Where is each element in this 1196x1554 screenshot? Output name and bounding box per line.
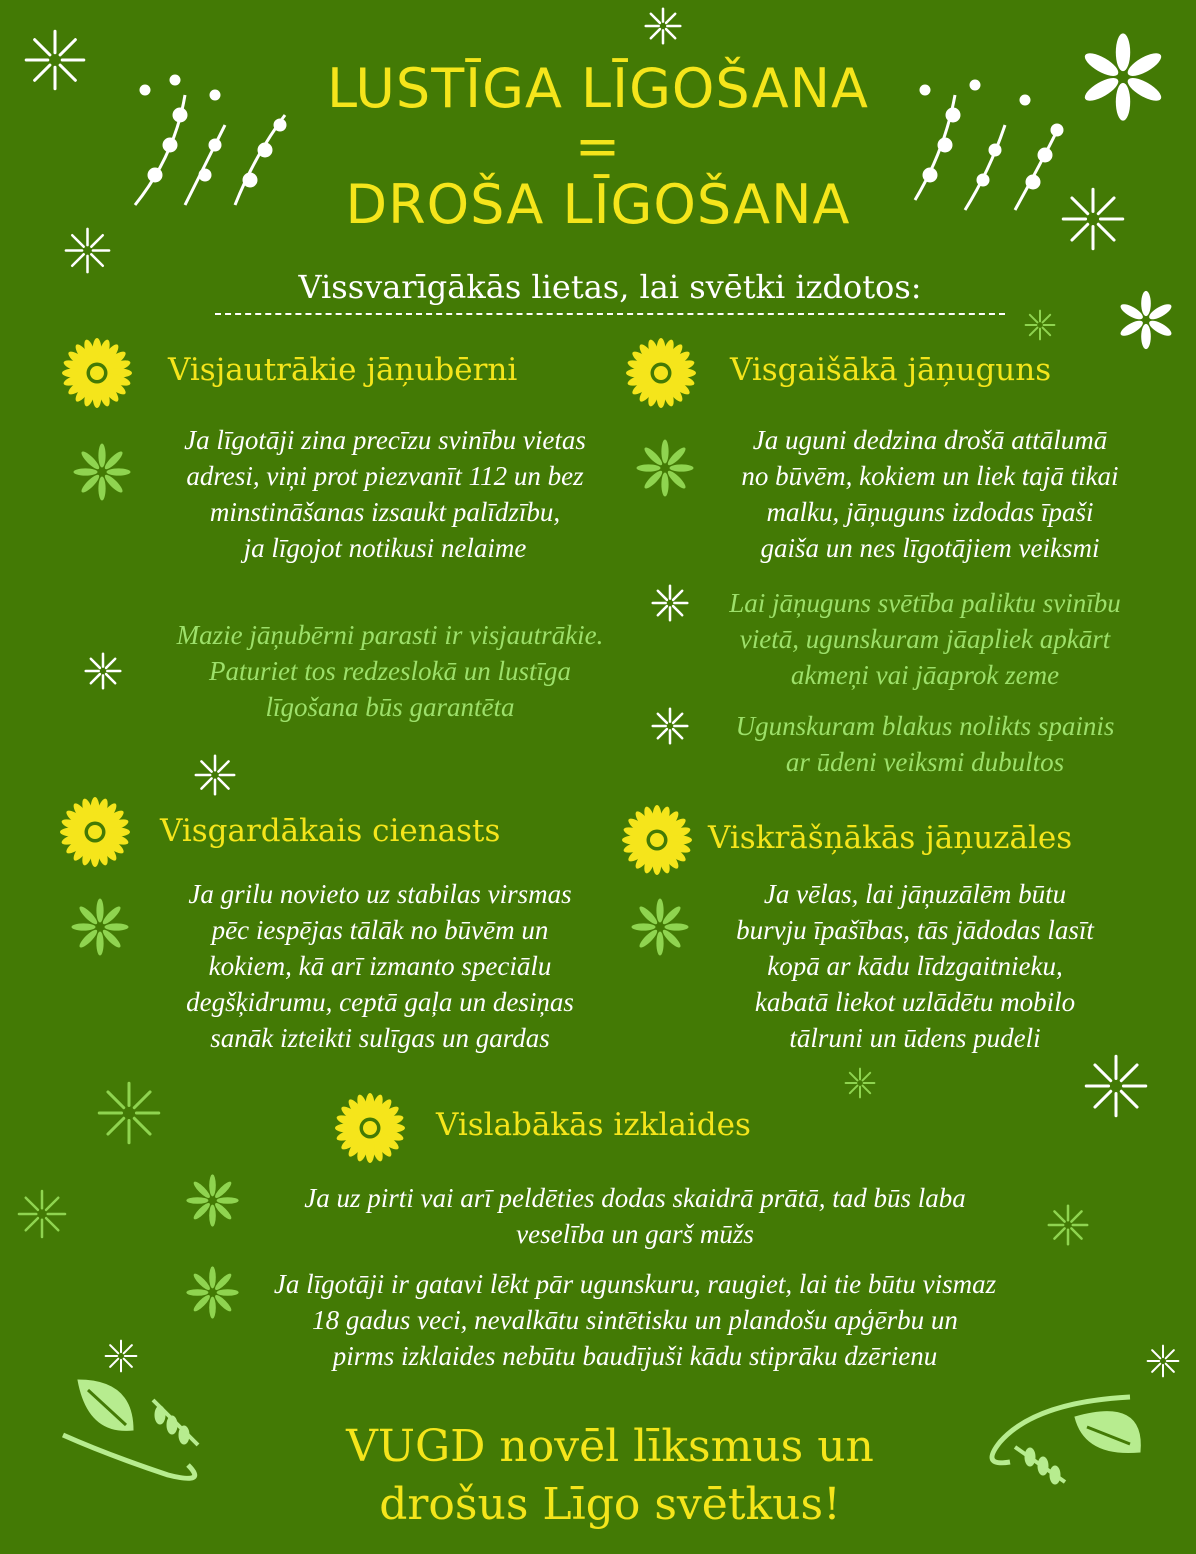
text-cienasts: Ja grilu novieto uz stabilas virsmas pēc iespējas tālāk no būvēm un kokiem, kā arī izmanto speciālu degšķidrumu, ceptā gaļa un desiņas sanāk izteikti sulīgas un gardas bbox=[186, 879, 574, 1053]
star-flower-icon bbox=[630, 897, 690, 957]
snowflake-icon bbox=[105, 1340, 137, 1372]
leaf-ornament-icon bbox=[48, 1375, 208, 1490]
snowflake-icon bbox=[645, 8, 681, 44]
snowflake-icon bbox=[1025, 310, 1055, 340]
sunflower-icon bbox=[626, 338, 696, 408]
heading-januguns: Visgaišākā jāņuguns bbox=[730, 352, 1052, 388]
star-flower-icon bbox=[635, 438, 695, 498]
star-flower-icon bbox=[70, 897, 130, 957]
snowflake-icon bbox=[65, 228, 110, 273]
text-izklaides-2: Ja līgotāji ir gatavi lēkt pār ugunskuru, raugiet, lai tie būtu vismaz 18 gadus veci, nevalkātu sintētisku un plandošu apģērbu un pirms izklaides nebūtu baudījuši kādu stiprāku dzērienu bbox=[273, 1269, 997, 1371]
fern-ornament-icon bbox=[895, 70, 1075, 220]
subtitle-underline bbox=[215, 313, 1005, 315]
text-januguns-1: Ja uguni dedzina drošā attālumā no būvēm, kokiem un liek tajā tikai malku, jāņuguns izdodas īpaši gaiša un nes līgotājiem veiksmi bbox=[741, 425, 1119, 563]
star-flower-icon bbox=[72, 442, 132, 502]
snowflake-icon bbox=[1062, 188, 1124, 250]
text-januguns-3: Ugunskuram blakus nolikts spainis ar ūdeni veiksmi dubultos bbox=[735, 711, 1115, 777]
sunflower-icon bbox=[622, 805, 692, 875]
sunflower-icon bbox=[62, 338, 132, 408]
sunflower-icon bbox=[60, 797, 130, 867]
text-izklaides-1: Ja uz pirti vai arī peldēties dodas skaidrā prātā, tad būs laba veselība un garš mūžs bbox=[304, 1183, 966, 1249]
title-line-2: DROŠA LĪGOŠANA bbox=[345, 173, 851, 236]
text-januguns-2: Lai jāņuguns svētība paliktu svinību vietā, ugunskuram jāapliek apkārt akmeņi vai jāaprok zeme bbox=[729, 588, 1121, 690]
text-januzales: Ja vēlas, lai jāņuzālēm būtu burvju īpašības, tās jādodas lasīt kopā ar kādu līdzgaitnieku, kabatā liekot uzlādētu mobilo tālruni un ūdens pudeli bbox=[736, 879, 1094, 1053]
snowflake-icon bbox=[1147, 1345, 1179, 1377]
snowflake-icon bbox=[18, 1190, 66, 1238]
star-flower-icon bbox=[185, 1265, 240, 1320]
snowflake-icon bbox=[25, 30, 85, 90]
snowflake-icon bbox=[652, 708, 688, 744]
snowflake-icon bbox=[85, 653, 121, 689]
snowflake-icon bbox=[652, 585, 688, 621]
snowflake-icon bbox=[1048, 1205, 1088, 1245]
snowflake-icon bbox=[845, 1068, 875, 1098]
subtitle: Vissvarīgākās lietas, lai svētki izdotos: bbox=[298, 268, 922, 306]
sunflower-icon bbox=[335, 1093, 405, 1163]
snowflake-icon bbox=[195, 755, 235, 795]
star-flower-icon bbox=[185, 1173, 240, 1228]
footer-greeting: VUGD novēl līksmus un drošus Līgo svētkus! bbox=[346, 1421, 874, 1530]
snowflake-icon bbox=[1085, 1055, 1147, 1117]
star-flower-icon bbox=[1110, 290, 1182, 350]
text-januberni-2: Mazie jāņubērni parasti ir visjautrākie. Paturiet tos redzeslokā un lustīga līgošana būs garantēta bbox=[176, 620, 604, 722]
heading-januberni: Visjautrākie jāņubērni bbox=[168, 352, 518, 388]
star-flower-icon bbox=[1078, 32, 1168, 122]
heading-izklaides: Vislabākās izklaides bbox=[436, 1107, 751, 1143]
heading-januzales: Viskrāšņākās jāņuzāles bbox=[708, 820, 1073, 856]
text-januberni-1: Ja līgotāji zina precīzu svinību vietas adresi, viņi prot piezvanīt 112 un bez minstināšanas izsaukt palīdzību, ja līgojot notikusi nelaime bbox=[184, 425, 586, 563]
title-line-1: LUSTĪGA LĪGOŠANA bbox=[327, 57, 869, 120]
fern-ornament-icon bbox=[115, 65, 295, 220]
snowflake-icon bbox=[98, 1082, 160, 1144]
heading-cienasts: Visgardākais cienasts bbox=[160, 813, 501, 849]
title-equals: = bbox=[574, 115, 622, 178]
